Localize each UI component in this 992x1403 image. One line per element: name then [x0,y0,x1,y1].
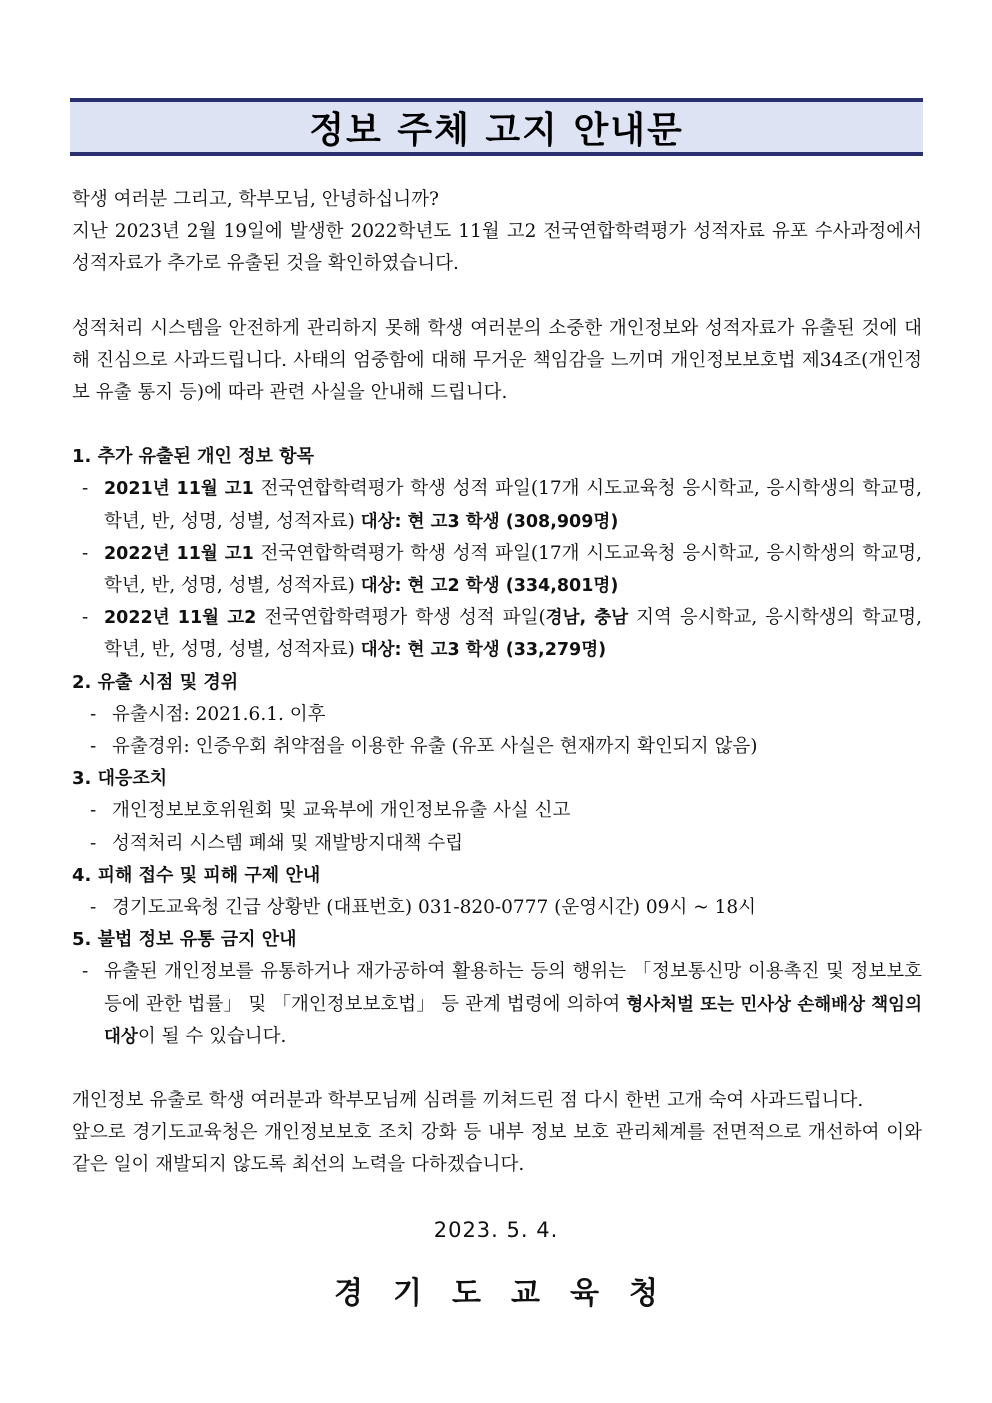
item-text: 지역 응시학교, 응시학생의 학교명, 학년, 반, 성명, 성별, 성적자료) [104,607,923,661]
item-text: 전국연합학력평가 학생 성적 파일( [256,607,546,629]
notice-date: 2023. 5. 4. [433,1218,559,1242]
list-item [72,473,922,537]
closing-apology: 개인정보 유출로 학생 여러분과 학부모님께 심려를 끼쳐드린 점 다시 한번 고개 숙여 사과드립니다. [72,1090,864,1112]
item-lead: 2022년 11월 고1 [104,543,254,564]
bullet-dash: - [90,832,97,854]
item-lead: 2021년 11월 고1 [104,479,254,500]
leak-time: 유출시점: 2021.6.1. 이후 [112,703,326,725]
section5-heading: 5. 불법 정보 유통 금지 안내 [72,929,297,951]
section3-heading: 3. 대응조치 [72,768,168,790]
section2-heading: 2. 유출 시점 및 경위 [72,671,239,693]
list-item [72,795,922,827]
bullet-dash: - [82,961,89,983]
warning-emphasis: 형사처벌 또는 민사상 손해배상 책임의 대상 [104,994,922,1047]
bullet-dash: - [82,542,89,564]
apology-paragraph: 성적처리 시스템을 안전하게 관리하지 못해 학생 여러분의 소중한 개인정보와 성적자료가 유출된 것에 대해 진심으로 사과드립니다. 사태의 엄중함에 대해 무거운 책임감을 느끼며 개인정보보호법 제34조(개인정보 유출 통지 등)에 따라 관련 사실을 안내해 드립니다. [72,317,922,404]
list-item [72,892,922,924]
warning-text: 유출된 개인정보를 유통하거나 재가공하여 활용하는 등의 행위는 「정보통신망 이용촉진 및 정보보호 등에 관한 법률」 및 「개인정보보호법」 등 관계 법령에 의하여 [104,961,922,1015]
closing-promise: 앞으로 경기도교육청은 개인정보보호 조치 강화 등 내부 정보 보호 관리체계를 전면적으로 개선하여 이와 같은 일이 재발되지 않도록 최선의 노력을 다하겠습니다. [72,1122,922,1176]
item-lead: 2022년 11월 고2 [104,608,257,629]
list-item [72,956,922,1053]
greeting: 학생 여러분 그리고, 학부모님, 안녕하십니까? [72,189,439,210]
bullet-dash: - [90,897,97,919]
intro-paragraph: 지난 2023년 2월 19일에 발생한 2022학년도 11월 고2 전국연합학력평가 성적자료 유포 수사과정에서 성적자료가 추가로 유출된 것을 확인하였습니다. [72,221,922,275]
item-text: 전국연합학력평가 학생 성적 파일(17개 시도교육청 응시학교, 응시학생의 학교명, 학년, 반, 성명, 성별, 성적자료) [104,542,922,597]
organization-name: 경기도교육청 [334,1276,688,1311]
response-item: 성적처리 시스템 폐쇄 및 재발방지대책 수립 [112,832,464,854]
bullet-dash: - [82,607,89,629]
item-target: 대상: 현 고3 학생 (308,909명) [360,511,619,532]
list-item [72,828,922,860]
item-target: 대상: 현 고3 학생 (33,279명) [360,640,607,661]
title-banner [70,98,923,156]
bullet-dash: - [90,800,97,822]
warning-tail: 이 될 수 있습니다. [137,1025,287,1047]
list-item [72,699,922,731]
list-item [72,602,922,666]
bullet-dash: - [82,478,89,500]
bullet-dash: - [90,736,97,758]
section1-heading: 1. 추가 유출된 개인 정보 항목 [72,446,314,468]
section4-heading: 4. 피해 접수 및 피해 구제 안내 [72,864,321,886]
list-item [72,731,922,763]
list-item [72,538,922,602]
item-region: 경남, 충남 [545,608,629,629]
page-title: 정보 주체 고지 안내문 [309,109,684,151]
bullet-dash: - [90,703,97,725]
item-text: 전국연합학력평가 학생 성적 파일(17개 시도교육청 응시학교, 응시학생의 학교명, 학년, 반, 성명, 성별, 성적자료) [104,478,922,532]
contact-info: 경기도교육청 긴급 상황반 (대표번호) 031-820-0777 (운영시간) 09시 ~ 18시 [112,897,756,919]
notice-body [72,184,922,1182]
leak-cause: 유출경위: 인증우회 취약점을 이용한 유출 (유포 사실은 현재까지 확인되지 않음) [112,736,758,758]
item-target: 대상: 현 고2 학생 (334,801명) [360,576,619,597]
response-item: 개인정보보호위원회 및 교육부에 개인정보유출 사실 신고 [112,800,571,822]
